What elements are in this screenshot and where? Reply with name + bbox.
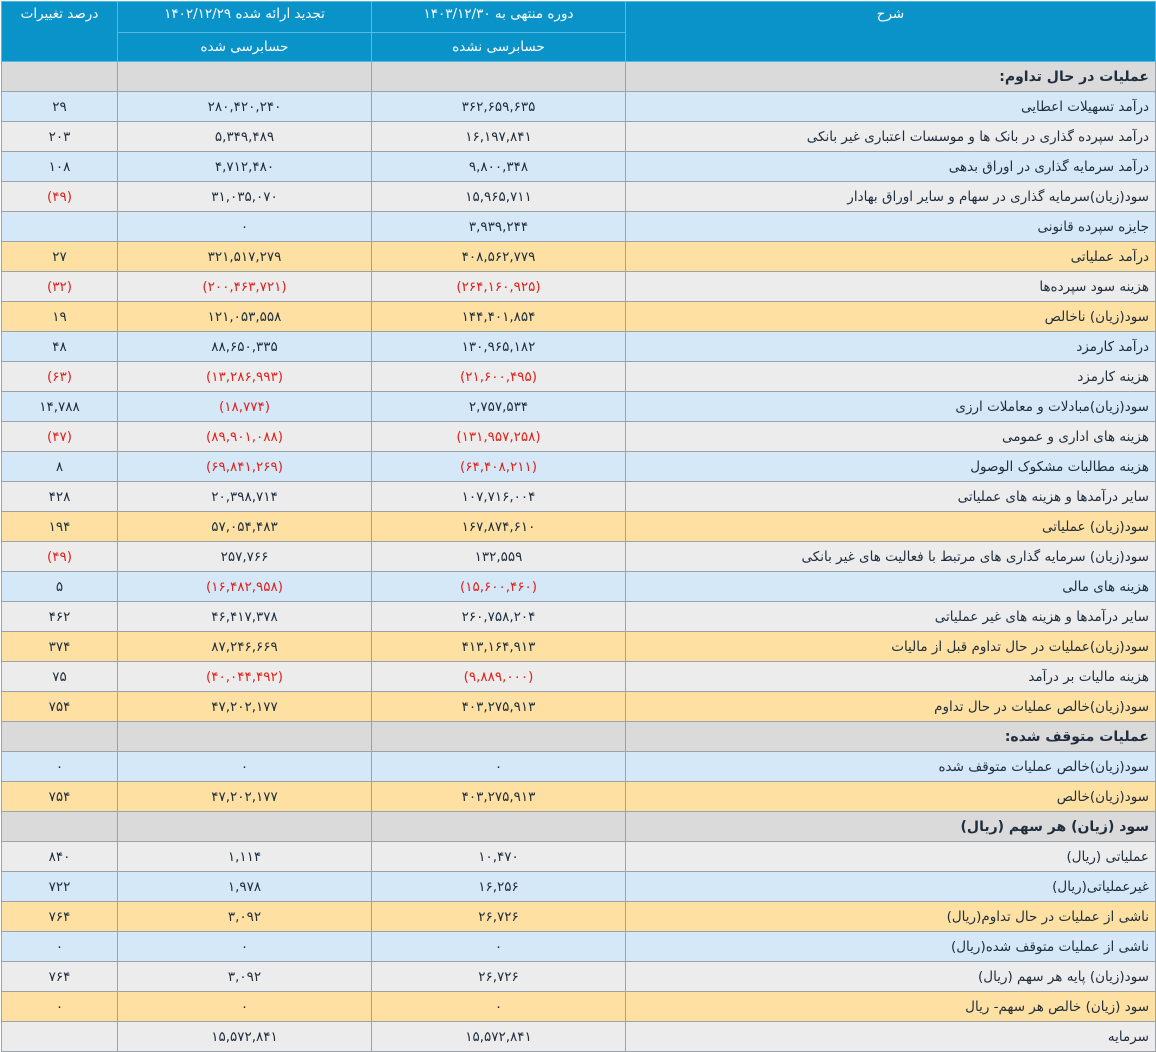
table-row [2,92,1156,122]
row-previous-value: ۴,۷۱۲,۴۸۰ [118,152,372,182]
header-previous-status: حسابرسی شده [118,33,372,62]
row-change-percent: ۷۶۴ [2,902,118,932]
section-header-row [2,62,1156,92]
row-description: سود(زیان) ناخالص [626,302,1156,332]
table-row [2,422,1156,452]
row-change-percent: ۰ [2,992,118,1022]
row-previous-value: ۰ [118,932,372,962]
row-change-percent [2,62,118,92]
row-description: سود(زیان)سرمایه گذاری در سهام و سایر اوراق بهادار [626,182,1156,212]
row-previous-value: ۱۵,۵۷۲,۸۴۱ [118,1022,372,1052]
table-row [2,362,1156,392]
row-change-percent: ۰ [2,932,118,962]
row-change-percent: ۰ [2,752,118,782]
row-previous-value: (۱۳,۲۸۶,۹۹۳) [118,362,372,392]
row-change-percent: ۱۹۴ [2,512,118,542]
row-description: سایر درآمدها و هزینه های عملیاتی [626,482,1156,512]
row-change-percent: (۳۲) [2,272,118,302]
row-previous-value: ۱,۹۷۸ [118,872,372,902]
header-description: شرح [626,2,1156,62]
row-current-value: (۹,۸۸۹,۰۰۰) [372,662,626,692]
row-description: سود(زیان) سرمایه گذاری های مرتبط با فعالیت های غیر بانکی [626,542,1156,572]
row-current-value: ۰ [372,992,626,1022]
row-previous-value: ۱۲۱,۰۵۳,۵۵۸ [118,302,372,332]
row-current-value: ۱۴۴,۴۰۱,۸۵۴ [372,302,626,332]
row-current-value: ۴۰۸,۵۶۲,۷۷۹ [372,242,626,272]
row-change-percent: ۸۴۰ [2,842,118,872]
table-row [2,572,1156,602]
table-row [2,1022,1156,1052]
row-previous-value [118,62,372,92]
row-previous-value: (۸۹,۹۰۱,۰۸۸) [118,422,372,452]
row-current-value: ۴۰۳,۲۷۵,۹۱۳ [372,692,626,722]
row-current-value: ۳,۹۳۹,۲۴۴ [372,212,626,242]
row-previous-value: ۴۷,۲۰۲,۱۷۷ [118,782,372,812]
row-change-percent: ۷۵۴ [2,782,118,812]
table-row [2,962,1156,992]
table-row [2,512,1156,542]
row-previous-value [118,722,372,752]
row-previous-value: ۳۲۱,۵۱۷,۲۷۹ [118,242,372,272]
row-previous-value: (۴۰,۰۴۴,۴۹۲) [118,662,372,692]
row-change-percent: ۷۵۴ [2,692,118,722]
row-previous-value [118,812,372,842]
table-row [2,542,1156,572]
row-change-percent: ۱۹ [2,302,118,332]
row-previous-value: (۱۸,۷۷۴) [118,392,372,422]
row-description: ناشی از عملیات متوقف شده(ریال) [626,932,1156,962]
row-current-value: ۲,۷۵۷,۵۳۴ [372,392,626,422]
row-description: هزینه مطالبات مشکوک الوصول [626,452,1156,482]
row-description: سود(زیان)مبادلات و معاملات ارزی [626,392,1156,422]
row-current-value: ۲۶,۷۲۶ [372,962,626,992]
table-row [2,452,1156,482]
row-change-percent [2,212,118,242]
row-previous-value: (۱۶,۴۸۲,۹۵۸) [118,572,372,602]
table-row [2,632,1156,662]
row-description: عملیات در حال تداوم: [626,62,1156,92]
table-row [2,752,1156,782]
row-current-value [372,722,626,752]
row-change-percent: ۴۶۲ [2,602,118,632]
table-row [2,902,1156,932]
row-current-value: ۱۶,۲۵۶ [372,872,626,902]
table-row [2,302,1156,332]
row-change-percent: ۱۰۸ [2,152,118,182]
table-row [2,842,1156,872]
row-change-percent: (۴۹) [2,182,118,212]
table-row [2,152,1156,182]
row-current-value [372,812,626,842]
row-change-percent: ۴۲۸ [2,482,118,512]
row-change-percent: ۳۷۴ [2,632,118,662]
row-description: هزینه سود سپرده‌ها [626,272,1156,302]
row-description: درآمد عملیاتی [626,242,1156,272]
row-previous-value: ۰ [118,212,372,242]
row-description: هزینه های مالی [626,572,1156,602]
row-change-percent [2,812,118,842]
row-description: سود(زیان) عملیاتی [626,512,1156,542]
row-current-value: ۰ [372,932,626,962]
table-body [2,62,1156,1052]
table-row [2,212,1156,242]
row-previous-value: ۰ [118,992,372,1022]
row-change-percent: ۷۶۴ [2,962,118,992]
row-current-value: ۳۶۲,۶۵۹,۶۳۵ [372,92,626,122]
row-change-percent: ۷۲۲ [2,872,118,902]
row-description: سود (زیان) هر سهم (ریال) [626,812,1156,842]
row-current-value: ۱۶۷,۸۷۴,۶۱۰ [372,512,626,542]
row-previous-value: ۴۷,۲۰۲,۱۷۷ [118,692,372,722]
row-previous-value: ۰ [118,752,372,782]
row-current-value: (۶۴,۴۰۸,۲۱۱) [372,452,626,482]
table-row [2,992,1156,1022]
table-row [2,392,1156,422]
row-previous-value: ۳,۰۹۲ [118,902,372,932]
table-row [2,692,1156,722]
income-statement-table [1,1,1155,1052]
row-previous-value: ۸۸,۶۵۰,۳۳۵ [118,332,372,362]
header-previous-period: تجدید ارائه شده ۱۴۰۲/۱۲/۲۹ [118,2,372,33]
table-row [2,602,1156,632]
row-change-percent: (۴۷) [2,422,118,452]
table-row [2,872,1156,902]
row-current-value: ۰ [372,752,626,782]
row-description: عملیاتی (ریال) [626,842,1156,872]
row-current-value: ۴۱۳,۱۶۴,۹۱۳ [372,632,626,662]
row-previous-value: ۳,۰۹۲ [118,962,372,992]
row-description: عملیات متوقف شده: [626,722,1156,752]
table-row [2,482,1156,512]
row-previous-value: ۵,۳۴۹,۴۸۹ [118,122,372,152]
row-description: هزینه کارمزد [626,362,1156,392]
row-current-value: ۱۵,۵۷۲,۸۴۱ [372,1022,626,1052]
row-change-percent: ۲۹ [2,92,118,122]
row-current-value [372,62,626,92]
row-change-percent: ۴۸ [2,332,118,362]
row-change-percent: ۲۰۳ [2,122,118,152]
row-current-value: ۱۳۲,۵۵۹ [372,542,626,572]
row-current-value: ۴۰۳,۲۷۵,۹۱۳ [372,782,626,812]
header-current-period: دوره منتهی به ۱۴۰۳/۱۲/۳۰ [372,2,626,33]
table-row [2,272,1156,302]
row-previous-value: ۳۱,۰۳۵,۰۷۰ [118,182,372,212]
row-description: سود(زیان)عملیات در حال تداوم قبل از مالیات [626,632,1156,662]
section-header-row [2,812,1156,842]
row-previous-value: ۲۵۷,۷۶۶ [118,542,372,572]
table-row [2,182,1156,212]
row-change-percent: (۴۹) [2,542,118,572]
row-previous-value: ۱,۱۱۴ [118,842,372,872]
row-previous-value: ۸۷,۲۴۶,۶۶۹ [118,632,372,662]
row-previous-value: ۲۸۰,۴۲۰,۲۴۰ [118,92,372,122]
row-change-percent: ۲۷ [2,242,118,272]
row-description: سرمایه [626,1022,1156,1052]
row-description: سود(زیان) پایه هر سهم (ریال) [626,962,1156,992]
row-current-value: (۲۱,۶۰۰,۴۹۵) [372,362,626,392]
section-header-row [2,722,1156,752]
row-current-value: (۱۵,۶۰۰,۴۶۰) [372,572,626,602]
table-row [2,242,1156,272]
header-current-status: حسابرسی نشده [372,33,626,62]
table-row [2,932,1156,962]
row-description: درآمد کارمزد [626,332,1156,362]
row-current-value: (۲۶۴,۱۶۰,۹۲۵) [372,272,626,302]
row-previous-value: (۶۹,۸۴۱,۲۶۹) [118,452,372,482]
row-change-percent [2,722,118,752]
row-description: جایزه سپرده قانونی [626,212,1156,242]
row-previous-value: ۵۷,۰۵۴,۴۸۳ [118,512,372,542]
row-current-value: (۱۳۱,۹۵۷,۲۵۸) [372,422,626,452]
row-current-value: ۱۳۰,۹۶۵,۱۸۲ [372,332,626,362]
row-current-value: ۹,۸۰۰,۳۴۸ [372,152,626,182]
row-current-value: ۱۰۷,۷۱۶,۰۰۴ [372,482,626,512]
row-change-percent: ۸ [2,452,118,482]
row-description: ناشی از عملیات در حال تداوم(ریال) [626,902,1156,932]
row-previous-value: ۴۶,۴۱۷,۳۷۸ [118,602,372,632]
row-previous-value: ۲۰,۳۹۸,۷۱۴ [118,482,372,512]
row-previous-value: (۲۰۰,۴۶۳,۷۲۱) [118,272,372,302]
row-description: درآمد تسهیلات اعطایی [626,92,1156,122]
row-description: درآمد سپرده گذاری در بانک ها و موسسات اعتباری غیر بانکی [626,122,1156,152]
row-change-percent [2,1022,118,1052]
row-description: هزینه های اداری و عمومی [626,422,1156,452]
row-description: سود(زیان)خالص عملیات متوقف شده [626,752,1156,782]
row-description: هزینه مالیات بر درآمد [626,662,1156,692]
row-description: سود(زیان)خالص عملیات در حال تداوم [626,692,1156,722]
row-current-value: ۱۶,۱۹۷,۸۴۱ [372,122,626,152]
table-header [2,2,1156,62]
row-description: غیرعملیاتی(ریال) [626,872,1156,902]
row-current-value: ۱۵,۹۶۵,۷۱۱ [372,182,626,212]
row-change-percent: ۷۵ [2,662,118,692]
table-row [2,662,1156,692]
table-row [2,782,1156,812]
row-current-value: ۲۶,۷۲۶ [372,902,626,932]
row-change-percent: ۵ [2,572,118,602]
table-row [2,332,1156,362]
table-row [2,122,1156,152]
row-current-value: ۲۶۰,۷۵۸,۲۰۴ [372,602,626,632]
row-description: سود(زیان)خالص [626,782,1156,812]
row-change-percent: (۶۳) [2,362,118,392]
row-description: درآمد سرمایه گذاری در اوراق بدهی [626,152,1156,182]
row-change-percent: ۱۴,۷۸۸ [2,392,118,422]
row-description: سایر درآمدها و هزینه های غیر عملیاتی [626,602,1156,632]
row-current-value: ۱۰,۴۷۰ [372,842,626,872]
row-description: سود (زیان) خالص هر سهم- ریال [626,992,1156,1022]
header-change-percent: درصد تغییرات [2,2,118,62]
